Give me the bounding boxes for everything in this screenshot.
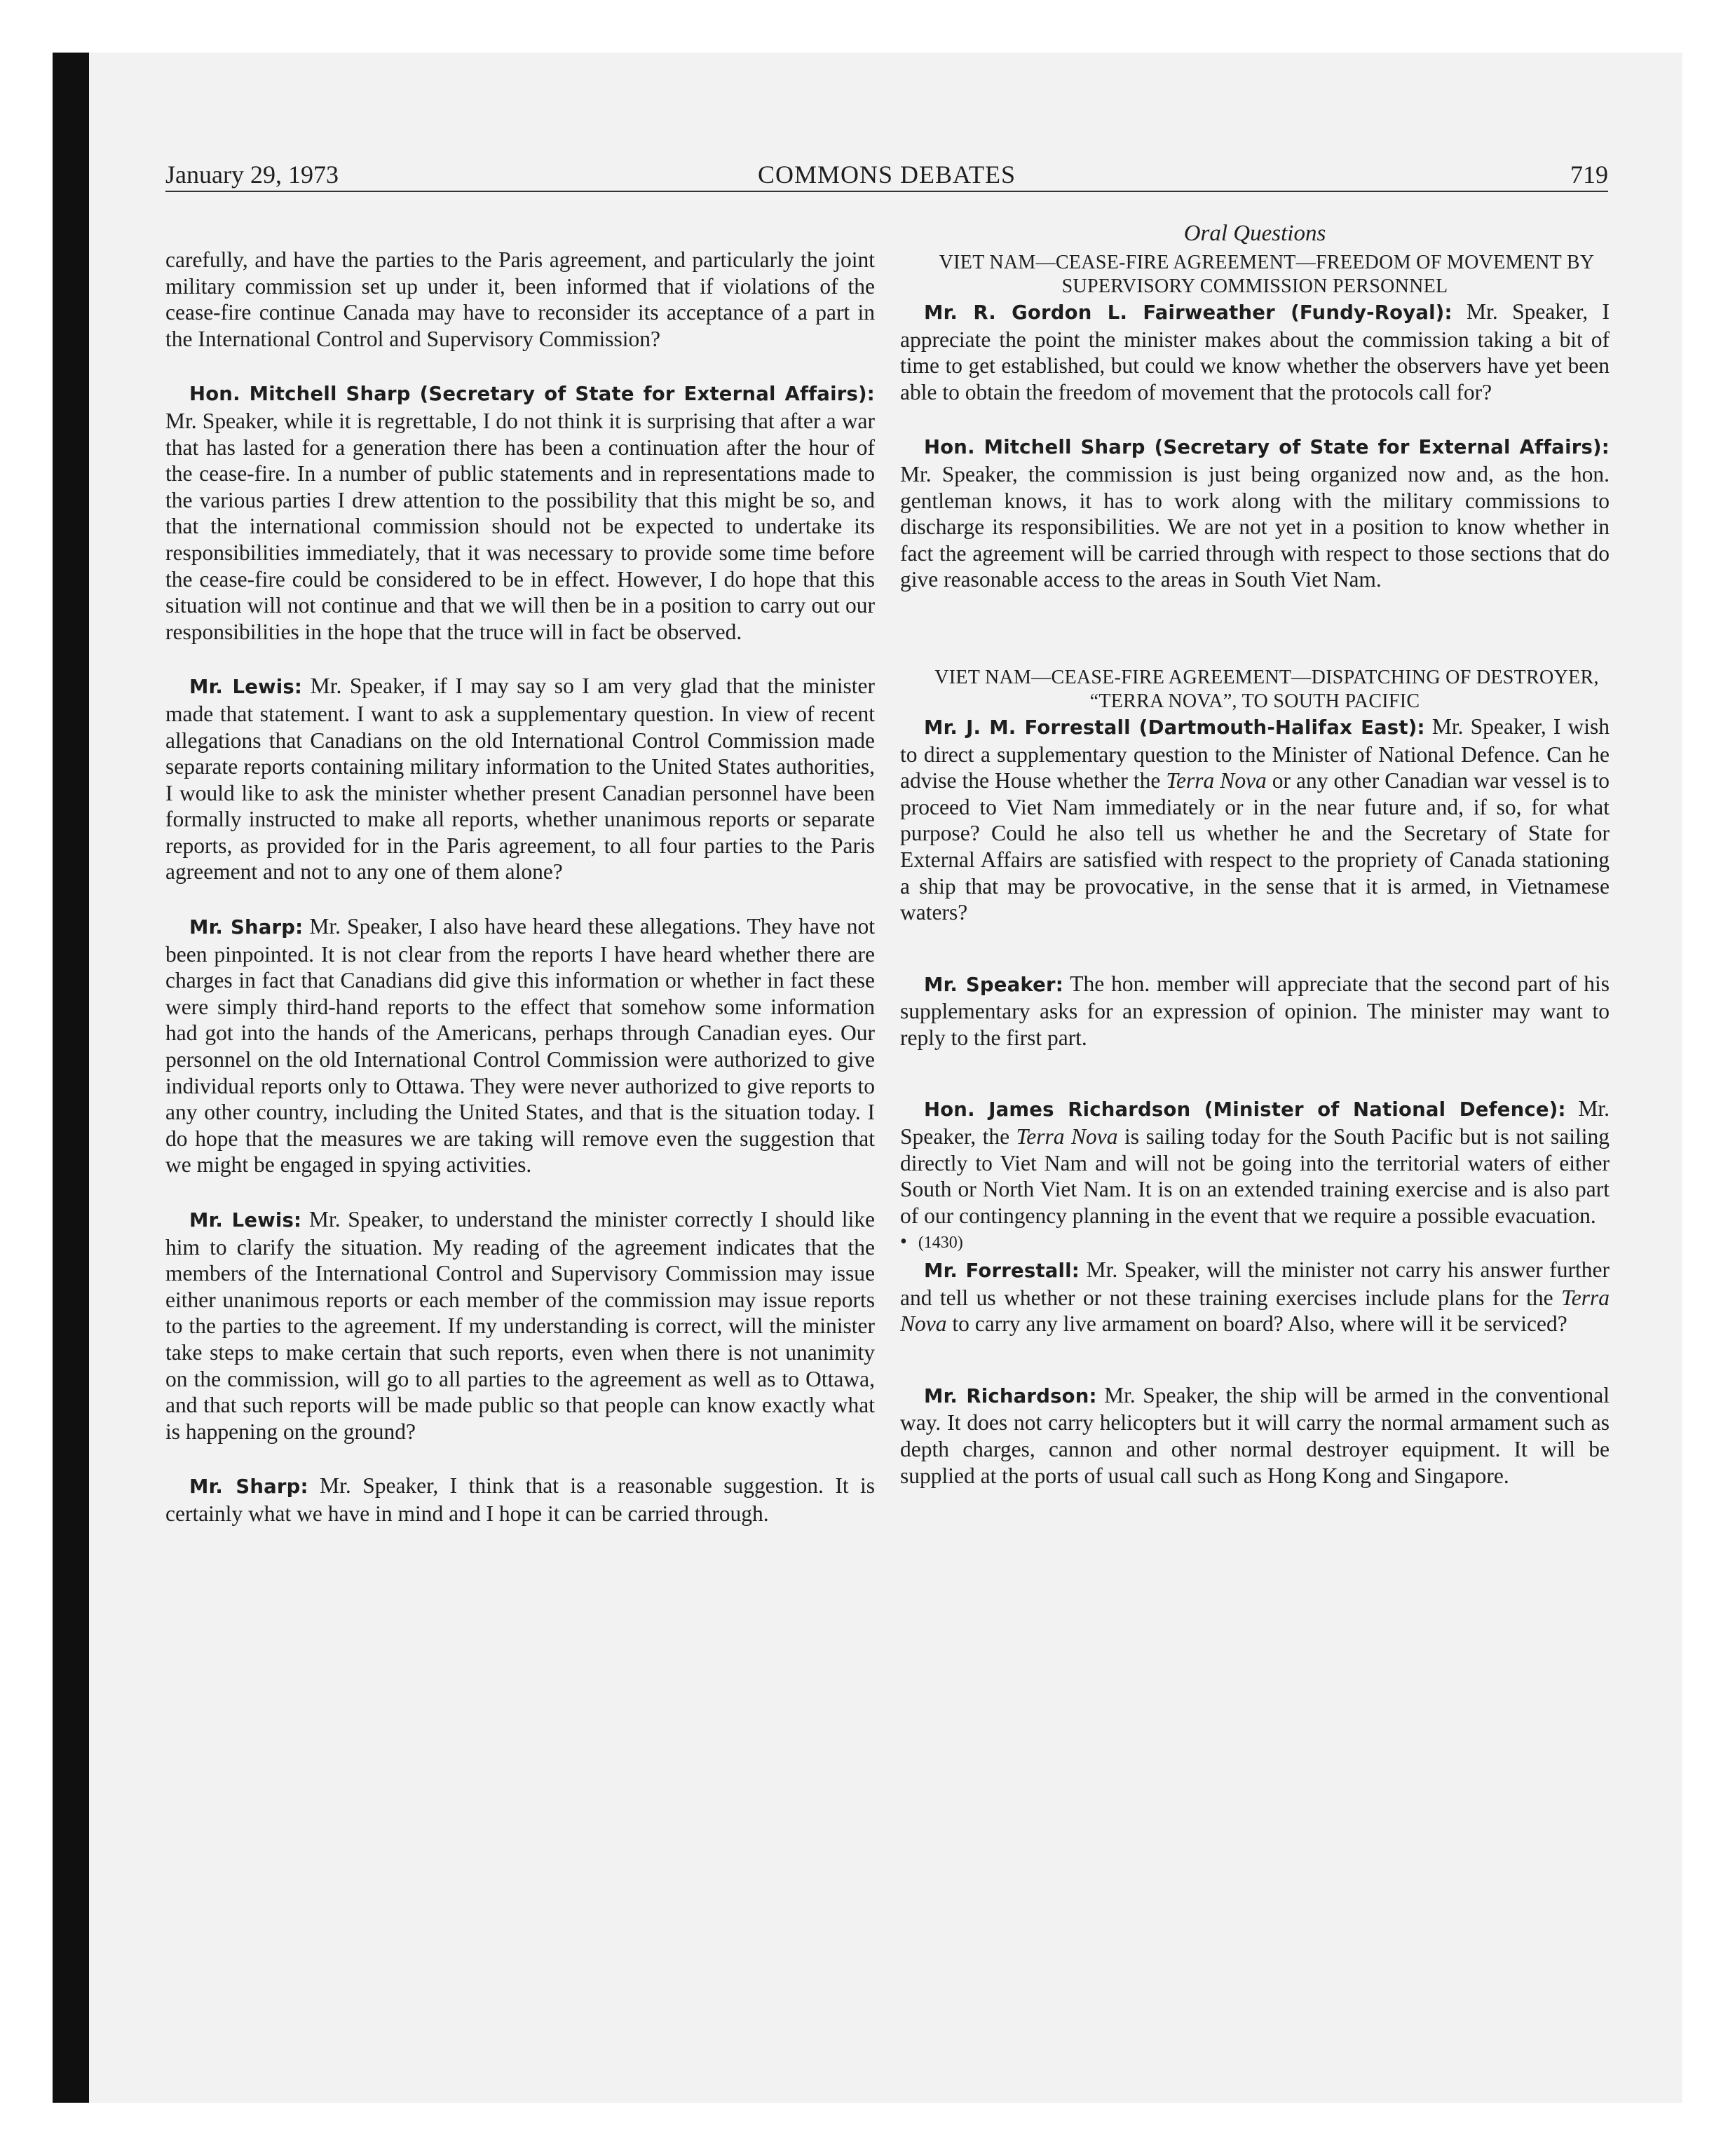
speaker-name: Hon. James Richardson (Minister of National Defence): (924, 1098, 1566, 1121)
bullet-icon: • (900, 1231, 907, 1253)
header-title: COMMONS DEBATES (757, 161, 1016, 189)
speech-text: Mr. Speaker, the (900, 1096, 1610, 1149)
speech-text: Mr. Speaker, while it is regrettable, I do not think it is surprising that after a war that has lasted for a generation there has been a continuation after the hour of the cease-fire. In a number of public statements and in representations made to the various parties I drew attention to the possibility that this might be so, and that the international commission should not be expected to undertake its responsibilities immediately, that it was necessary to provide some time before the cease-fire could be considered to be in effect. However, I do hope that this situation will not continue and that we will then be in a position to carry out our responsibilities in the hope that the truce will in fact be observed. (165, 408, 875, 644)
paragraph (165, 913, 875, 1178)
speech-text: or any other Canadian war vessel is to proceed to Viet Nam immediately or in the near future and, if so, for what purpose? Could he also tell us whether he and the Secretary of State for External Affairs are satisfied with respect to the propriety of Canada stationing a ship that may be provocative, in the sense that it is armed, in Vietnamese waters? (900, 768, 1610, 925)
header-date: January 29, 1973 (165, 161, 339, 189)
speaker-name: Mr. J. M. Forrestall (Dartmouth-Halifax East): (924, 716, 1425, 739)
speaker-name: Hon. Mitchell Sharp (Secretary of State for External Affairs): (189, 383, 875, 406)
paragraph (900, 1257, 1610, 1337)
paragraph (165, 673, 875, 885)
speech-text: Mr. Speaker, the commission is just being organized now and, as the hon. gentleman knows, it has to work along with the military commissions to discharge its responsibilities. We are not yet in a position to know whether in fact the agreement will be carried through with respect to those sections that do give reasonable access to the areas in South Viet Nam. (900, 461, 1610, 592)
speaker-name: Mr. Sharp: (189, 1475, 308, 1499)
paragraph (165, 1473, 875, 1527)
time-marker-text: (1430) (918, 1234, 963, 1253)
scan-border (53, 53, 89, 2103)
speaker-name: Mr. Lewis: (189, 676, 303, 699)
section-heading: VIET NAM—CEASE-FIRE AGREEMENT—FREEDOM OF MOVEMENT BY SUPERVISORY COMMISSION PERSONNEL (939, 252, 1595, 297)
paragraph (900, 971, 1610, 1051)
left-column (165, 247, 875, 1527)
paragraph (165, 1206, 875, 1445)
paragraph (900, 714, 1610, 926)
ship-name: Terra Nova (1016, 1124, 1118, 1149)
page-header (165, 160, 1608, 196)
speaker-name: Mr. Richardson: (924, 1384, 1097, 1407)
speech-text: Mr. Speaker, I wish to direct a supplementary question to the Minister of National Defence. Can he advise the House whether the (900, 714, 1610, 793)
speaker-name: Mr. R. Gordon L. Fairweather (Fundy-Royal): (924, 301, 1452, 324)
speech-text: to carry any live armament on board? Also, where will it be serviced? (946, 1311, 1567, 1337)
speech-text: Mr. Speaker, the ship will be armed in the conventional way. It does not carry helicopters but it will carry the normal armament such as depth charges, cannon and other normal destroyer equipment. It will be supplied at the ports of usual call such as Hong Kong and Singapore. (900, 1382, 1610, 1488)
paragraph (900, 299, 1610, 405)
page-number: 719 (1570, 161, 1608, 189)
header-rule (165, 191, 1608, 192)
section-heading: VIET NAM—CEASE-FIRE AGREEMENT—DISPATCHING OF DESTROYER, “TERRA NOVA”, TO SOUTH PACIFIC (934, 666, 1599, 712)
paragraph (165, 380, 875, 645)
speech-text: The hon. member will appreciate that the second part of his supplementary asks for an expression of opinion. The minister may want to reply to the first part. (900, 971, 1610, 1050)
paragraph (900, 1382, 1610, 1489)
right-column (900, 221, 1610, 1489)
speech-text: Mr. Speaker, to understand the minister correctly I should like him to clarify the situation. My reading of the agreement indicates that the members of the International Control and Supervisory Commission may issue either unanimous reports or each member of the commission may issue reports to the parties to the agreement. If my understanding is correct, will the minister take steps to make certain that such reports, even when there is not unanimity on the commission, will go to all parties to the agreement as well as to Ottawa, and that such reports will be made public so that people can know exactly what is happening on the ground? (165, 1207, 876, 1444)
paragraph (900, 433, 1610, 593)
speech-text: Mr. Speaker, I also have heard these allegations. They have not been pinpointed. It is not clear from the reports I have heard whether there are charges in fact that Canadians did give this information or whether in fact these were simply third-hand reports to the effect that somehow some information had got into the hands of the Americans, perhaps through Canadian eyes. Our personnel on the old International Control Commission were authorized to give individual reports only to Ottawa. They were never authorized to give reports to any other country, including the United States, and that is the situation today. I do hope that the measures we are taking will remove even the suggestion that we might be engaged in spying activities. (165, 914, 875, 1178)
time-marker (900, 1229, 1610, 1257)
speaker-name: Mr. Speaker: (924, 973, 1063, 996)
speaker-name: Mr. Lewis: (189, 1209, 302, 1231)
ship-name: Terra Nova (900, 1285, 1610, 1337)
speech-text: Mr. Speaker, I appreciate the point the minister makes about the commission taking a bit of time to get established, but could we know whether the observers have yet been able to obtain the freedom of movement that the protocols call for? (900, 299, 1610, 404)
speech-text: Mr. Speaker, I think that is a reasonable suggestion. It is certainly what we have in mind and I hope it can be carried through. (165, 1473, 875, 1526)
speaker-name: Mr. Forrestall: (924, 1260, 1080, 1283)
speech-text: is sailing today for the South Pacific but is not sailing directly to Viet Nam and will not be going into the territorial waters of either South or North Viet Nam. It is on an extended training exercise and is also part of our contingency planning in the event that we require a possible evacuation. (900, 1124, 1610, 1228)
paragraph (900, 1096, 1610, 1229)
section-label: Oral Questions (1183, 221, 1326, 246)
ship-name: Terra Nova (1166, 768, 1267, 793)
speech-text: Mr. Speaker, if I may say so I am very glad that the minister made that statement. I want to ask a supplementary question. In view of recent allegations that Canadians on the old International Control Commission made separate reports containing military information to the United States authorities, I would like to ask the minister whether present Canadian personnel have been formally instructed to make all reports, whether unanimous reports or separate reports, as provided for in the Paris agreement, to all four parties to the Paris agreement and not to any one of them alone? (165, 674, 875, 885)
paragraph: carefully, and have the parties to the Paris agreement, and particularly the joint military commission set up under it, been informed that if violations of the cease-fire continue Canada may have to reconsider its acceptance of a part in the International Control and Supervisory Commission? (165, 247, 875, 351)
speech-text: Mr. Speaker, will the minister not carry his answer further and tell us whether or not these training exercises include plans for the (900, 1257, 1610, 1310)
speaker-name: Hon. Mitchell Sharp (Secretary of State for External Affairs): (924, 436, 1610, 459)
speaker-name: Mr. Sharp: (189, 916, 304, 939)
